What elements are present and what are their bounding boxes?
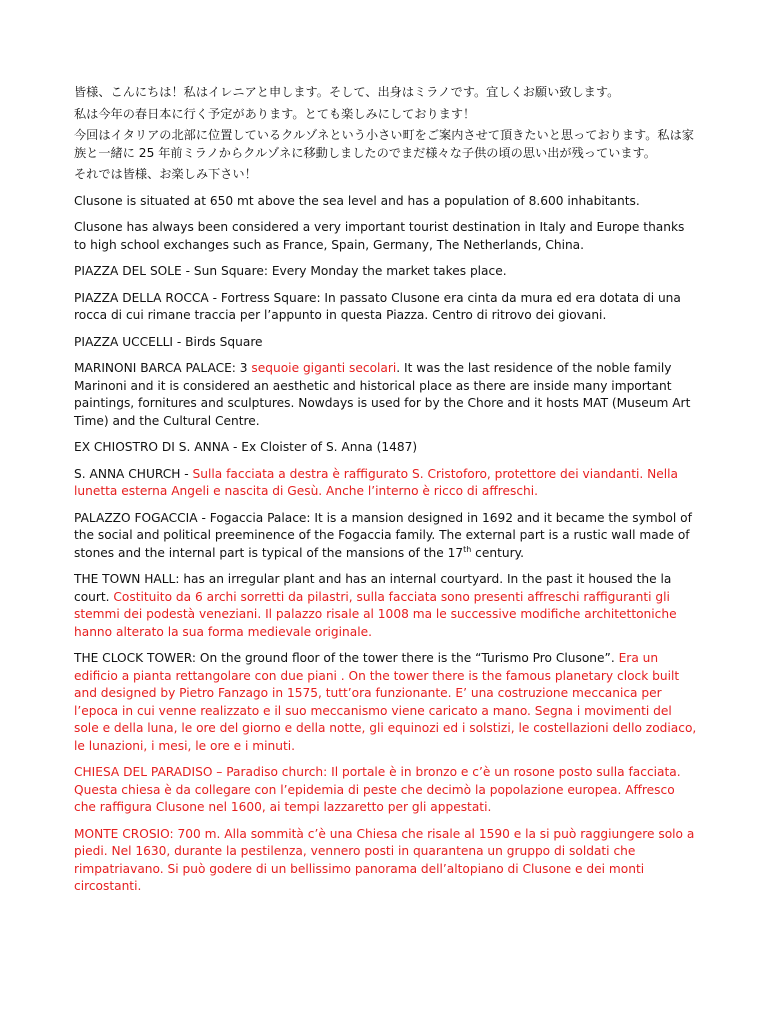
- paragraph-chiesa-del-paradiso: CHIESA DEL PARADISO – Paradiso church: Il portale è in bronzo e c’è un rosone posto sulla facciata. Questa chiesa è da collegare con l’epidemia di peste che decimò la popolazione europea. Affresco che raffigura Clusone nel 1600, ai tempi lazzaretto per gli appestati.: [74, 765, 681, 814]
- text-span: THE CLOCK TOWER: On the ground floor of the tower there is the “Turismo Pro Clusone”.: [74, 651, 619, 665]
- paragraph-clock-tower: [74, 650, 698, 755]
- paragraph-piazza-uccelli: PIAZZA UCCELLI - Birds Square: [74, 334, 263, 349]
- paragraph-town-hall: [74, 571, 698, 641]
- highlighted-text: Era un edificio a pianta rettangolare con due piani . On the tower there is the famous planetary clock built and designed by Pietro Fanzago in 1575, tutt’ora funzionante. E’ una costruzione meccanica per l’epoca in cui venne realizzato e il suo meccanismo viene caricato a mano. Segna i movimenti del sole e della luna, le ore del giorno e della notte, gli equinozi ed i solstizi, le costellazioni dello zodiaco, le lunazioni, i mesi, le ore e i minuti.: [74, 651, 697, 753]
- paragraph-monte-crosio: MONTE CROSIO: 700 m. Alla sommità c’è una Chiesa che risale al 1590 e la si può raggiungere solo a piedi. Nel 1630, durante la pestilenza, vennero posti in quarantena un gruppo di soldati che rimpatriavano. Si può godere di un bellissimo panorama dell’altopiano di Clusone e dei monti circostanti.: [74, 826, 695, 893]
- highlighted-text: Costituito da 6 archi sorretti da pilastri, sulla facciata sono presenti affreschi raffiguranti gli stemmi dei podestà veneziani. Il palazzo risale al 1008 ma le successive modifiche architettoniche hanno alterato la sua forma medievale originale.: [74, 589, 677, 639]
- text-span: THE TOWN HALL: has an irregular plant and has an internal courtyard. In the past it housed the la court.: [74, 572, 672, 604]
- paragraph-piazza-della-rocca: PIAZZA DELLA ROCCA - Fortress Square: In passato Clusone era cinta da mura ed era dotata di una rocca di cui rimane traccia per l’appunto in questa Piazza. Centro di ritrovo dei giovani.: [74, 290, 681, 322]
- text-span: S. ANNA CHURCH -: [74, 466, 193, 481]
- text-span: century.: [471, 545, 524, 560]
- japanese-travel-plan: 私は今年の春日本に行く予定があります。とても楽しみにしております！: [74, 106, 476, 121]
- japanese-greeting: 皆様、こんにちは！私はイレニアと申します。そして、出身はミラノです。宜しくお願い致します。: [74, 85, 620, 99]
- paragraph-ex-chiostro: EX CHIOSTRO DI S. ANNA - Ex Cloister of S. Anna (1487): [74, 440, 418, 454]
- paragraph-piazza-del-sole: PIAZZA DEL SOLE - Sun Square: Every Monday the market takes place.: [74, 264, 507, 278]
- paragraph-s-anna-church: [74, 466, 698, 501]
- paragraph-marinoni-barca-palace: [74, 360, 698, 430]
- japanese-closing: それでは皆様、お楽しみ下さい！: [74, 167, 257, 181]
- text-span: PALAZZO FOGACCIA - Fogaccia Palace: It is a mansion designed in 1692 and it became the symbol of the social and political preeminence of the Fogaccia family. The external part is a rustic wall made of stones and the internal part is typical of the mansions of the 17: [74, 510, 692, 560]
- text-span: MARINONI BARCA PALACE: 3: [74, 361, 252, 375]
- highlighted-text: Sulla facciata a destra è raffigurato S. Cristoforo, protettore dei viandanti. Nella lunetta esterna Angeli e nascita di Gesù. Anche l’interno è ricco di affreschi.: [74, 466, 678, 498]
- paragraph-altitude: Clusone is situated at 650 mt above the sea level and has a population of 8.600 inhabitants.: [74, 193, 640, 208]
- paragraph-tourism: Clusone has always been considered a very important tourist destination in Italy and Europe thanks to high school exchanges such as France, Spain, Germany, The Netherlands, China.: [74, 220, 685, 252]
- text-span: . It was the last residence of the noble family Marinoni and it is considered an aesthetic and historical place as there are inside many important paintings, fornitures and sculptures. Nowdays is used for by the Chore and it hosts MAT (Museum Art Time) and the Cultural Centre.: [74, 361, 691, 428]
- superscript: th: [463, 544, 472, 554]
- highlighted-text: sequoie giganti secolari: [251, 361, 397, 375]
- japanese-introduction: 今回はイタリアの北部に位置しているクルゾネという小さい町をご案内させて頂きたいと思っております。私は家族と一緒に 25 年前ミラノからクルゾネに移動しましたのでまだ様々な子供の頃の思い出が残っています。: [74, 128, 694, 160]
- paragraph-palazzo-fogaccia: [74, 510, 698, 563]
